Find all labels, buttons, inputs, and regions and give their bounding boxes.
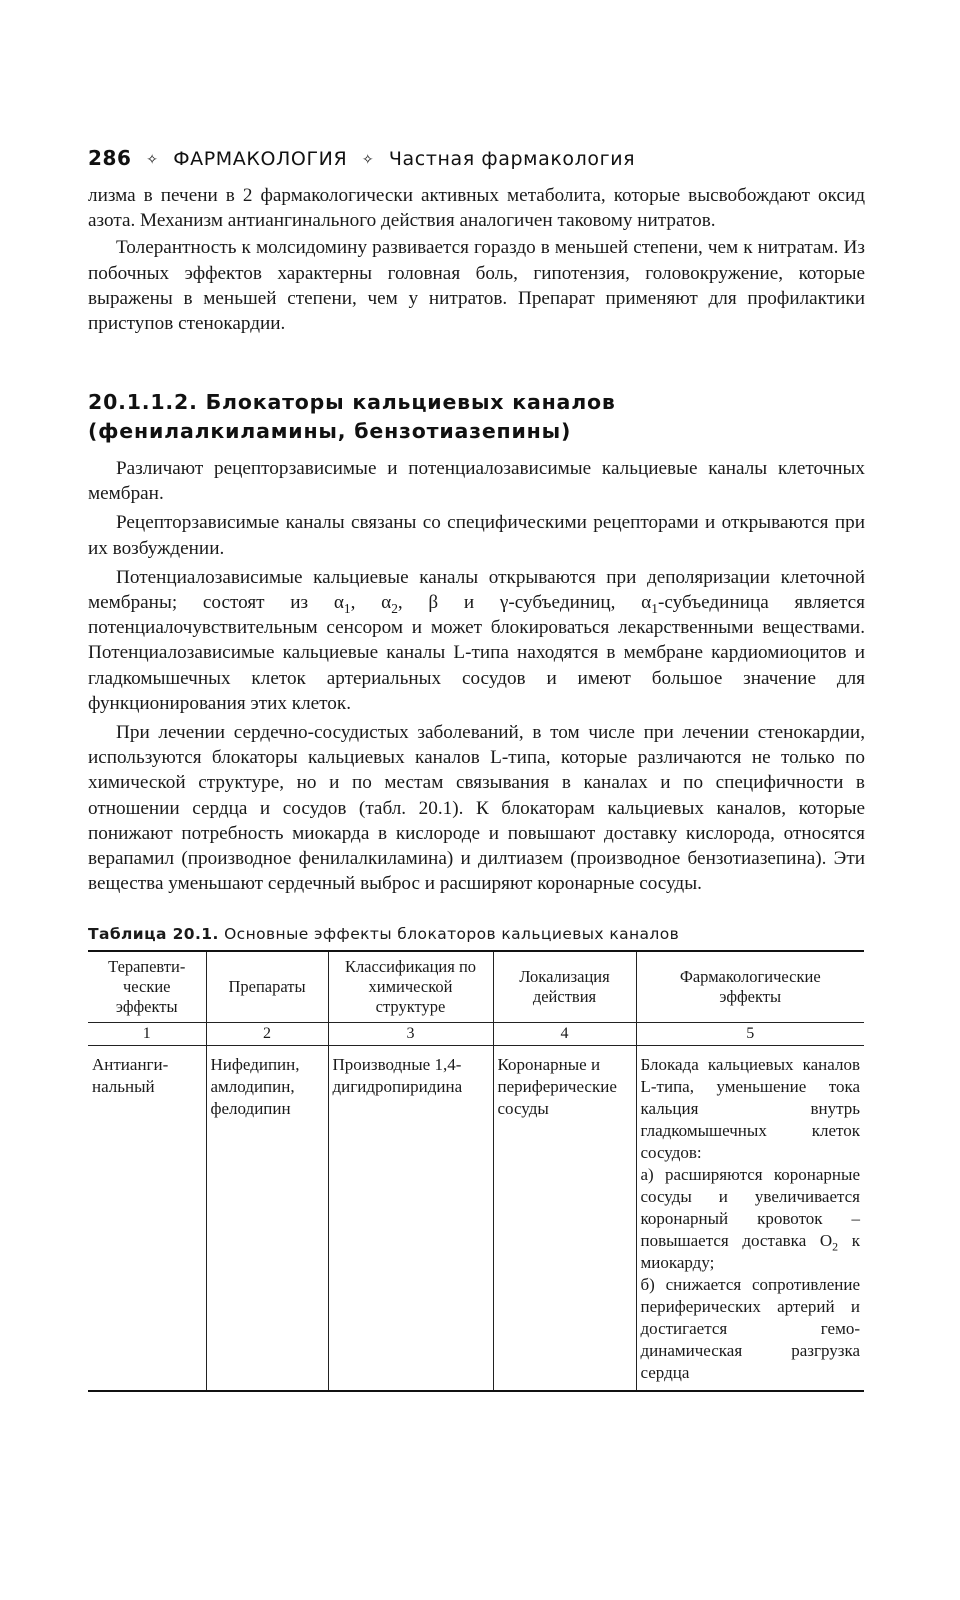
column-header: Препараты [206, 951, 328, 1023]
paragraph: При лечении сердечно-сосудистых заболеваний, в том числе при лечении стенокардии, используются блокаторы кальциевых каналов L-типа, которые различаются не только по химической структуре, но и по местам связывания в каналах и по специфичности в отношении сердца и сосудов (табл. 20.1). К блокаторам кальциевых каналов, которые понижают потребность миокарда в кислороде и повышают доставку кислорода, относятся верапамил (производное фенилалкиламина) и дилтиазем (производное бензотиазепина). Эти вещества уменьшают сердечный выброс и расширяют коронарные сосуды. [88, 722, 865, 895]
column-header: Классификация по химической структуре [328, 951, 493, 1023]
pharm-effects-intro: Блокада кальциевых каналов L-типа, уменьшение тока кальция внутрь гладкомышечных клеток сосудов: [640, 1055, 860, 1162]
main-text [88, 456, 865, 896]
column-number: 5 [636, 1023, 864, 1046]
column-number: 3 [328, 1023, 493, 1046]
pharm-effects-cell [636, 1046, 864, 1392]
section-title: Частная фармакология [388, 148, 636, 170]
page-number: 286 [88, 146, 132, 170]
paragraph: Различают рецепторзависимые и потенциалозависимые кальциевые каналы клеточных мембран. [88, 458, 865, 505]
column-header: Фармакологические эффекты [636, 951, 864, 1023]
paragraph: Рецепторзависимые каналы связаны со специфическими рецепторами и открываются при их возбуждении. [88, 512, 865, 559]
paragraph: Толерантность к молсидомину развивается гораздо в меньшей степени, чем к нитратам. Из побочных эффектов характерны головная боль, гипотензия, головокружение, которые выражены в меньшей степени, чем у нитратов. Препарат применяют для профилактики приступов стенокардии. [88, 237, 865, 335]
diamond-icon: ✧ [361, 152, 375, 168]
therapeutic-effect-cell: Антианги- нальный [88, 1046, 206, 1392]
paragraph: Потенциалозависимые кальциевые каналы открываются при деполяризации клеточной мембраны; состоят из $\alpha_1$, $\alpha_2$, β и γ-субъединиц, $\alpha_1$-субъединица является потенциалочувствительным сенсором и может блокироваться лекарственными веществами. Потенциалозависимые кальциевые каналы L-типа находятся в мембране кардиомиоцитов и гладкомышечных клеток артериальных сосудов и имеют большое значение для функционирования этих клеток. [88, 566, 865, 714]
table-row [88, 1046, 864, 1392]
table-header-row [88, 951, 864, 1023]
heading-line: (фенилалкиламины, бензотиазепины) [88, 419, 572, 443]
classification-cell: Производные 1,4- дигидропиридина [328, 1046, 493, 1392]
running-header [88, 146, 868, 170]
pharm-effects-a: а) расширяются коронарные сосуды и увеличивается коронарный кровоток – повышается доставка $O_2$ к миокарду; [640, 1165, 860, 1272]
column-number: 4 [493, 1023, 636, 1046]
calcium-blockers-table [88, 950, 864, 1392]
top-text [88, 183, 865, 336]
table-caption-text: Основные эффекты блокаторов кальциевых каналов [224, 925, 680, 943]
section-heading [88, 388, 865, 446]
drugs-cell: Нифедипин, амлодипин, фелодипин [206, 1046, 328, 1392]
column-number: 2 [206, 1023, 328, 1046]
column-header: Локализация действия [493, 951, 636, 1023]
book-title: ФАРМАКОЛОГИЯ [173, 148, 348, 170]
table-caption [88, 925, 865, 943]
column-number: 1 [88, 1023, 206, 1046]
paragraph: лизма в печени в 2 фармакологически активных метаболита, которые высвобождают оксид азота. Механизм антиангинального действия аналогичен таковому нитратов. [88, 185, 865, 232]
localization-cell: Коронарные и периферические сосуды [493, 1046, 636, 1392]
pharm-effects-b: б) снижается сопротивление периферических артерий и достигается гемодинамическая разгрузка сердца [640, 1275, 860, 1382]
heading-line: 20.1.1.2. Блокаторы кальциевых каналов [88, 390, 616, 414]
column-number-row [88, 1023, 864, 1046]
diamond-icon: ✧ [146, 152, 159, 168]
column-header: Терапевти- ческие эффекты [88, 951, 206, 1023]
table-caption-label: Таблица 20.1. [88, 925, 219, 943]
